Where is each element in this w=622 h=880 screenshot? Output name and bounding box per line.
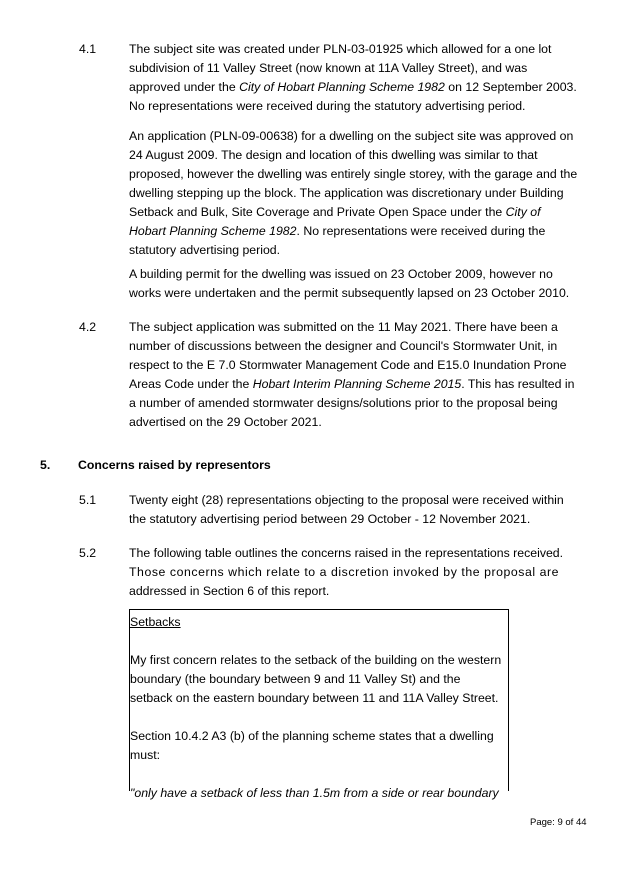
page-number: Page: 9 of 44 <box>530 817 587 828</box>
paragraph-4-1-site-history <box>129 40 579 116</box>
text-line: The following table outlines the concerns raised in the representations received. <box>129 546 564 560</box>
italic-scheme-name: City of Hobart Planning Scheme 1982 <box>239 80 445 94</box>
section-heading-number: 5. <box>40 458 51 472</box>
paragraph-5-2-table-intro <box>129 544 579 601</box>
section-number-5-1: 5.1 <box>79 493 97 507</box>
paragraph-4-1-building-permit: A building permit for the dwelling was issued on 23 October 2009, however no works were undertaken and the permit subsequently lapsed on 23 October 2010. <box>129 267 570 300</box>
section-number-4-2: 4.2 <box>79 320 97 334</box>
section-number-4-1: 4.1 <box>79 42 97 56</box>
paragraph-5-1-representations: Twenty eight (28) representations objecting to the proposal were received within the statutory advertising period between 29 October - 12 November 2021. <box>129 493 564 526</box>
text: on 12 September 2003. No representations were received during the statutory advertising period. <box>129 80 577 113</box>
text: The subject site was created under PLN-03-01925 which allowed for a one lot subdivision of 11 Valley Street (now known at 11A Valley Street), and was approved under the <box>129 42 552 94</box>
table-heading-setbacks: Setbacks <box>130 615 181 629</box>
text-line: Those concerns which relate to a discretion invoked by the proposal are <box>129 565 560 579</box>
text: An application (PLN-09-00638) for a dwelling on the subject site was approved on 24 August 2009. The design and location of this dwelling was similar to that proposed, however the dwelling was entirely single storey, with the garage and the dwelling stepping up the block. The application was discretionary under Building Setback and Bulk, Site Coverage and Private Open Space under the <box>129 129 578 219</box>
text-line: addressed in Section 6 of this report. <box>129 584 330 598</box>
italic-scheme-name: City of Hobart Planning Scheme 1982 <box>129 205 541 238</box>
table-paragraph-quote: "only have a setback of less than 1.5m from a side or rear boundary <box>130 786 499 800</box>
concerns-table-cell <box>129 609 509 800</box>
text: . No representations were received during the statutory advertising period. <box>129 224 546 257</box>
table-paragraph-concern: My first concern relates to the setback of the building on the western boundary (the boundary between 9 and 11 Valley St) and the setback on the eastern boundary between 11 and 11A Valley Street. <box>130 653 502 705</box>
text: The subject application was submitted on the 11 May 2021. There have been a number of discussions between the designer and Council's Stormwater Unit, in respect to the E 7.0 Stormwater Management Code and E15.0 Inundation Prone Areas Code under the <box>129 320 567 391</box>
section-number-5-2: 5.2 <box>79 546 97 560</box>
paragraph-4-2-current-application <box>129 318 579 432</box>
section-heading-title: Concerns raised by representors <box>78 458 271 472</box>
italic-scheme-name: Hobart Interim Planning Scheme 2015 <box>252 377 462 391</box>
text: . This has resulted in a number of amended stormwater designs/solutions prior to the proposal being advertised on the 29 October 2021. <box>129 377 575 429</box>
table-paragraph-section-ref: Section 10.4.2 A3 (b) of the planning scheme states that a dwelling must: <box>130 729 494 762</box>
paragraph-4-1-previous-application <box>129 127 579 260</box>
